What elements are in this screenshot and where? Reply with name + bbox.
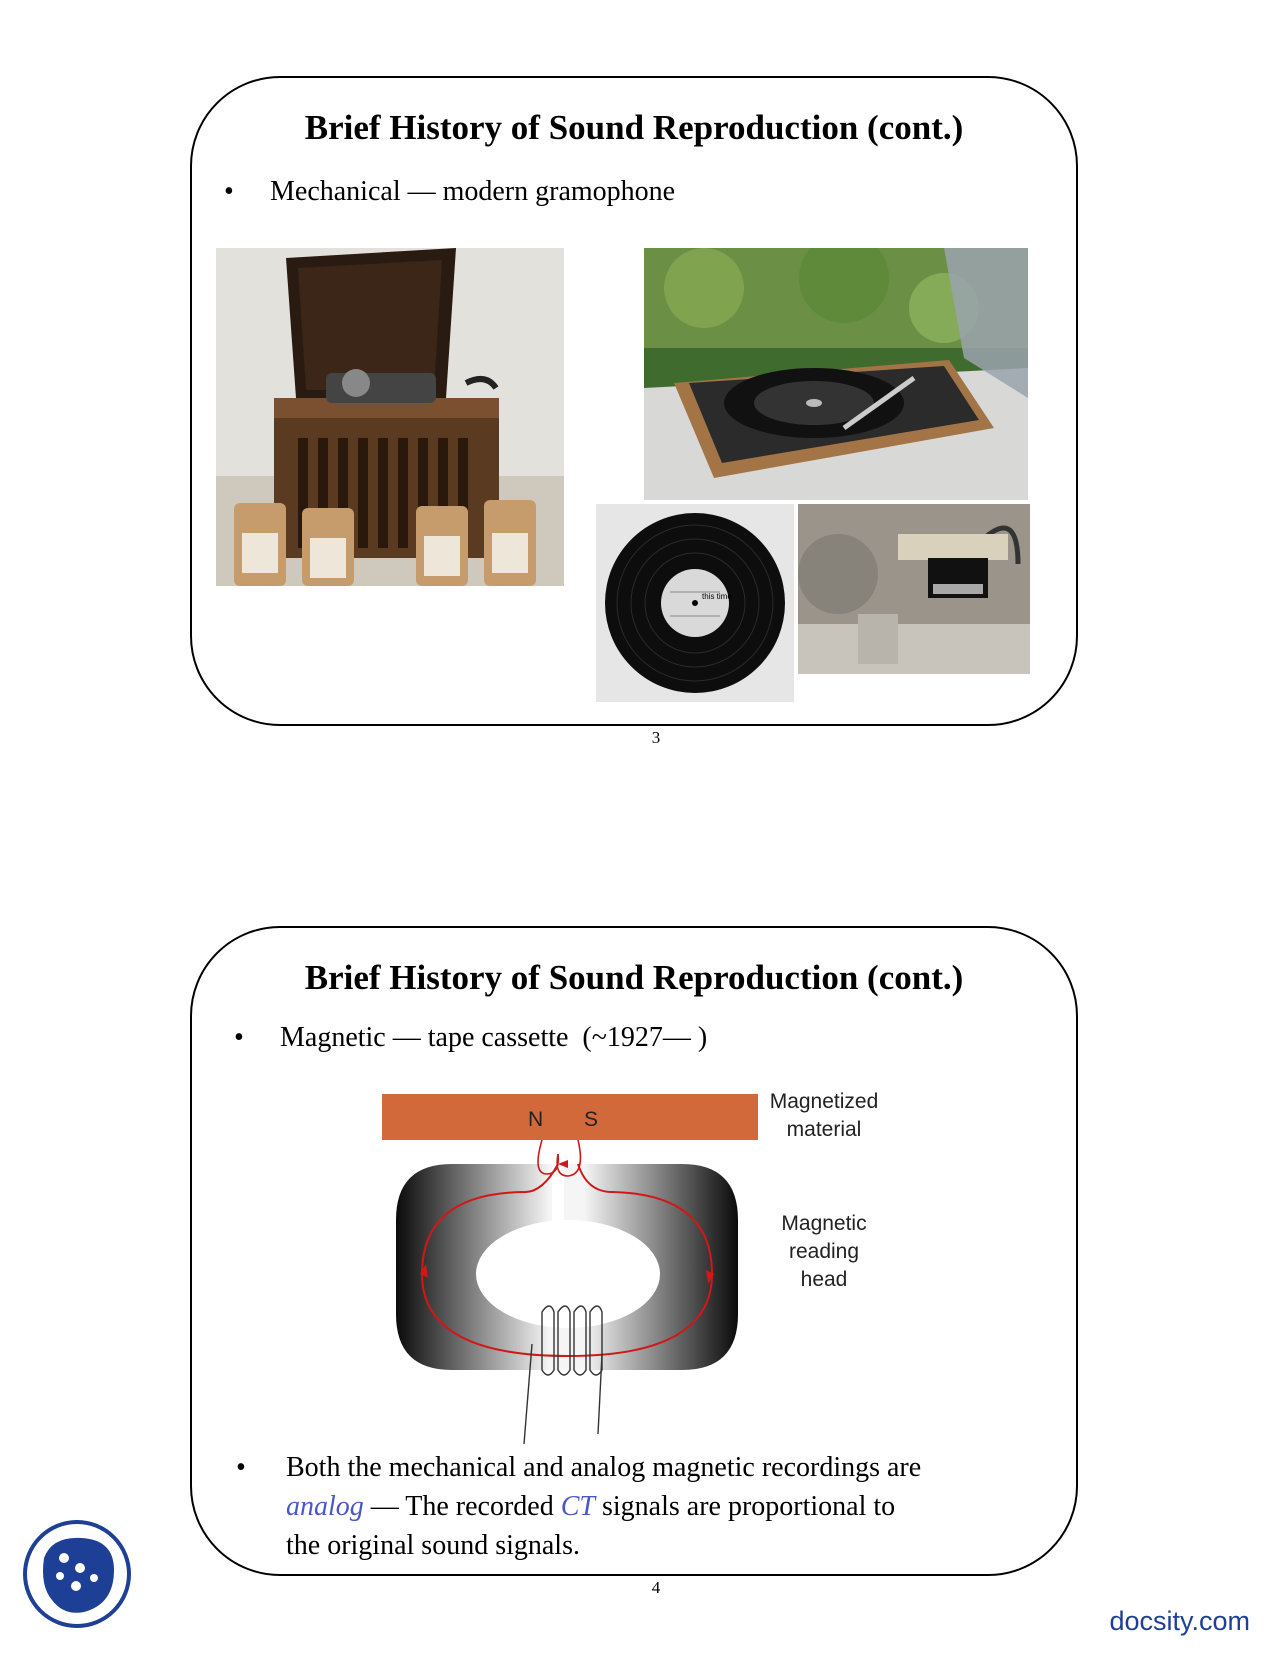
analog-term: analog (286, 1491, 364, 1522)
page-number-4: 4 (651, 1578, 661, 1597)
slide-3 (190, 76, 1078, 726)
slide-4 (190, 926, 1078, 1576)
ct-term: CT (560, 1491, 595, 1522)
docsity-brand-link[interactable]: docsity.com (1109, 1606, 1250, 1636)
phonograph-with-cylinders-photo (216, 248, 564, 586)
bullet-text: Magnetic — tape cassette (~1927— ) (280, 1022, 708, 1053)
record-label-text: this time (702, 592, 732, 601)
magnetic-reading-head-label: Magnetic reading head (781, 1212, 867, 1291)
bullet-text: Mechanical — modern gramophone (270, 176, 676, 207)
magnetized-material-label: Magnetized material (769, 1090, 879, 1141)
north-pole-label: N (528, 1108, 544, 1131)
bullet-2-line-1: Both the mechanical and analog magnetic recordings are (286, 1452, 922, 1483)
bullet-2-line-3: the original sound signals. (286, 1530, 580, 1561)
vinyl-record-photo (596, 504, 794, 702)
bullet-2-line-2: analog — The recorded CT signals are proportional to (286, 1491, 896, 1522)
page-number-3: 3 (651, 728, 661, 747)
bullet-glyph: • (224, 176, 234, 207)
south-pole-label: S (584, 1108, 599, 1131)
stylus-cartridge-photo (798, 504, 1030, 674)
magnetized-bar (382, 1094, 758, 1140)
slide-3-title: Brief History of Sound Reproduction (cont.) (304, 108, 964, 147)
bullet-glyph: • (234, 1022, 244, 1053)
turntable-photo (644, 248, 1028, 500)
docsity-logo-icon[interactable] (22, 1516, 132, 1632)
bullet-glyph: • (236, 1452, 246, 1483)
magnetic-head-diagram (382, 1094, 762, 1444)
slide-4-title: Brief History of Sound Reproduction (cont.) (304, 958, 964, 997)
